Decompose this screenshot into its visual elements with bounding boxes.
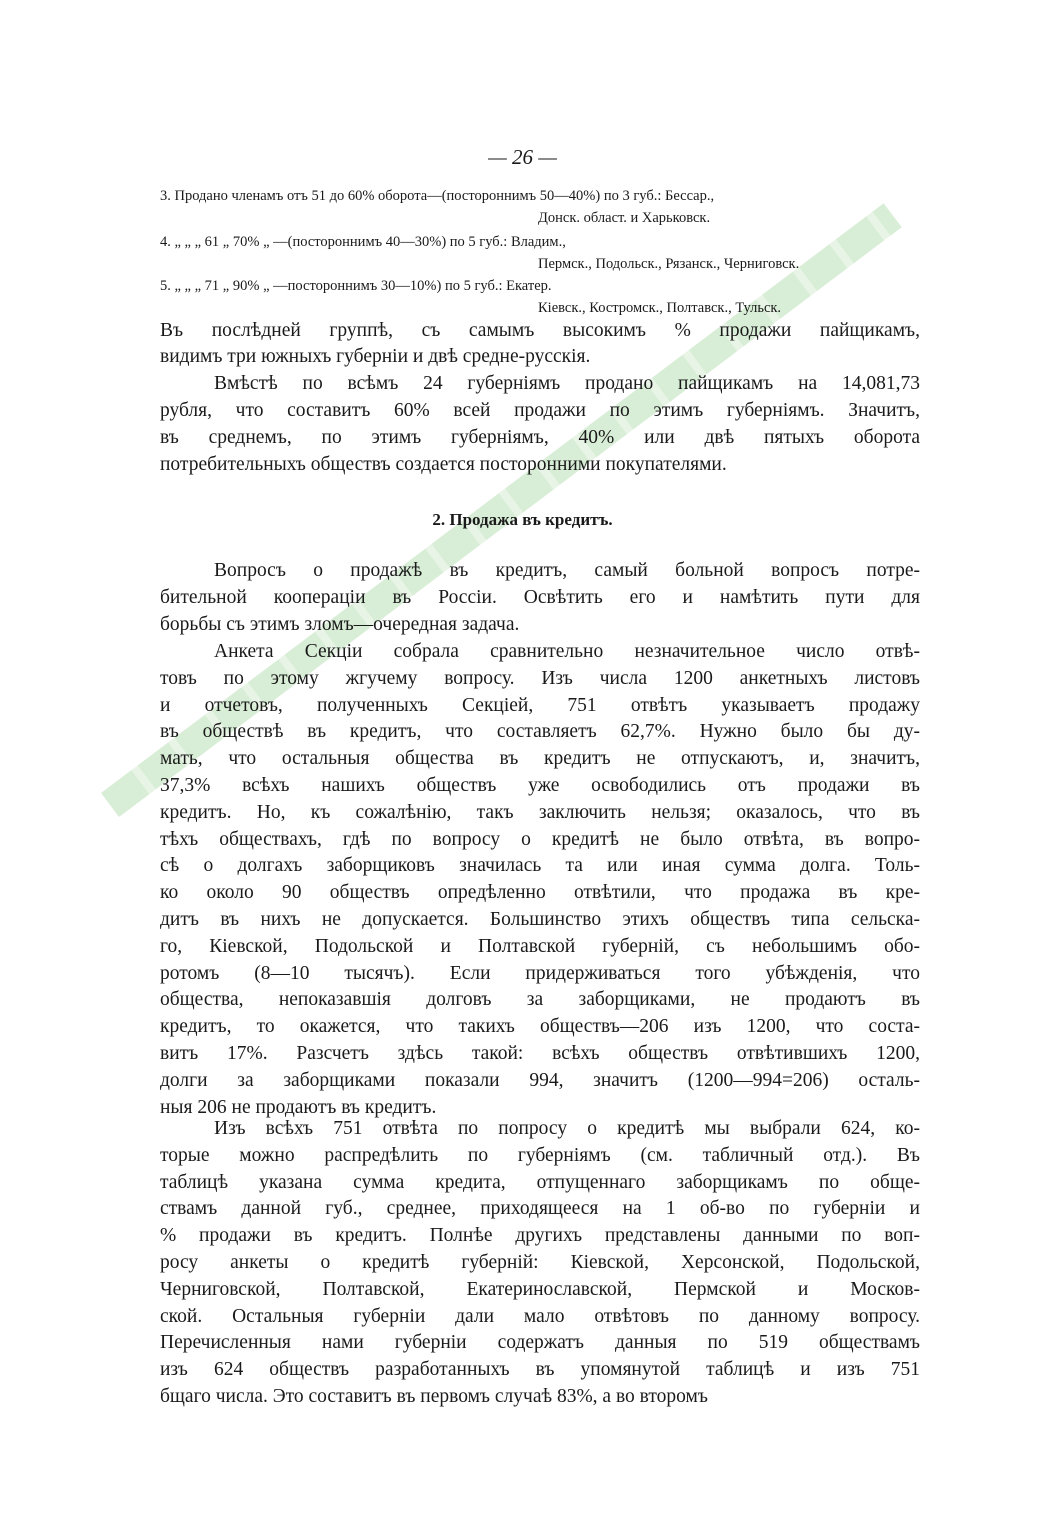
text-line: росу анкеты о кредитѣ губерній: Кіевской, Херсонской, Подольской,: [160, 1252, 920, 1273]
text-line: таблицѣ указана сумма кредита, отпущеннаго заборщикамъ по обще-: [160, 1171, 920, 1193]
text-line: и отчетовъ, полученныхъ Секціей, 751 отвѣтъ указываетъ продажу: [160, 694, 920, 716]
text-line: кредитъ. Но, къ сожалѣнію, такъ заключить нельзя; оказалось, что въ: [160, 801, 920, 823]
text-line: видимъ три южныхъ губерніи и двѣ средне-русскія.: [160, 346, 591, 367]
text-line: % продажи въ кредитъ. Полнѣе другихъ представлены данными по воп-: [160, 1225, 920, 1247]
text-line: ныя 206 не продаютъ въ кредитъ.: [160, 1096, 437, 1118]
table-row-text: 4. „ „ „ 61 „ 70% „ —(постороннимъ 40—30%) по 5 губ.: Владим.,: [160, 234, 566, 250]
table-row: [160, 188, 922, 234]
text-line: въ среднемъ, по этимъ губерніямъ, 40% или двѣ пятыхъ оборота: [160, 427, 920, 448]
text-line: Анкета Секціи собрала сравнительно незначительное число отвѣ-: [214, 641, 920, 662]
text-line: тѣхъ обществахъ, гдѣ по вопросу о кредитѣ не было отвѣта, въ вопро-: [160, 828, 920, 850]
table-row-text: 5. „ „ „ 71 „ 90% „ —постороннимъ 30—10%) по 5 губ.: Екатер.: [160, 278, 552, 294]
text-line: дитъ въ нихъ не допускается. Большинство этихъ обществъ типа сельска-: [160, 909, 920, 930]
text-line: въ обществѣ въ кредитъ, что составляетъ 62,7%. Нужно было бы ду-: [160, 721, 920, 743]
text-line: Въ послѣдней группѣ, съ самымъ высокимъ % продажи пайщикамъ,: [160, 320, 920, 341]
text-line: долги за заборщиками показали 994, значитъ (1200—994=206) осталь-: [160, 1069, 920, 1091]
text-line: Вмѣстѣ по всѣмъ 24 губерніямъ продано пайщикамъ на 14,081,73: [214, 373, 920, 394]
table-row: [160, 278, 922, 324]
text-line: Черниговской, Полтавской, Екатеринославской, Пермской и Москов-: [160, 1278, 920, 1300]
table-row-continuation: Пермск., Подольск., Рязанск., Черниговск.: [538, 256, 800, 272]
text-line: бительной коопераціи въ Россіи. Освѣтить его и намѣтить пути для: [160, 587, 920, 608]
text-line: рубля, что составитъ 60% всей продажи по этимъ губерніямъ. Значитъ,: [160, 400, 920, 421]
text-line: общества, непоказавшія долговъ за заборщиками, не продаютъ въ: [160, 989, 920, 1011]
table-row-continuation: Донск. област. и Харьковск.: [538, 210, 711, 226]
text-line: бщаго числа. Это составитъ въ первомъ случаѣ 83%, а во второмъ: [160, 1386, 708, 1407]
text-line: потребительныхъ обществъ создается посторонними покупателями.: [160, 454, 727, 475]
text-line: ротомъ (8—10 тысячъ). Если придерживаться того убѣжденія, что: [160, 962, 920, 984]
page-number: — 26 —: [488, 145, 557, 169]
text-line: го, Кіевской, Подольской и Полтавской губерній, съ небольшимъ обо-: [160, 935, 920, 957]
text-line: борьбы съ этимъ зломъ—очередная задача.: [160, 614, 520, 635]
text-line: 37,3% всѣхъ нашихъ обществъ уже освободились отъ продажи въ: [160, 775, 920, 796]
text-line: ской. Остальныя губерніи дали мало отвѣтовъ по данному вопросу.: [160, 1305, 920, 1327]
section-heading: 2. Продажа въ кредитъ.: [432, 510, 613, 529]
table-row-text: 3. Продано членамъ отъ 51 до 60% оборота—(постороннимъ 50—40%) по 3 губ.: Бессар.,: [160, 188, 715, 204]
text-line: Вопросъ о продажѣ въ кредитъ, самый больной вопросъ потре-: [214, 560, 920, 581]
table-row: [160, 234, 922, 280]
text-line: торые можно распредѣлить по губерніямъ (см. табличный отд.). Въ: [160, 1144, 920, 1166]
text-line: кредитъ, то окажется, что такихъ обществъ—206 изъ 1200, что соста-: [160, 1016, 920, 1038]
text-line: сѣ о долгахъ заборщиковъ значилась та или иная сумма долга. Толь-: [160, 855, 920, 877]
text-line: товъ по этому жгучему вопросу. Изъ числа 1200 анкетныхъ листовъ: [160, 667, 920, 689]
text-line: Перечисленныя нами губерніи содержатъ данныя по 519 обществамъ: [160, 1332, 920, 1354]
text-line: ко около 90 обществъ опредѣленно отвѣтили, что продажа въ кре-: [160, 882, 920, 904]
text-line: Изъ всѣхъ 751 отвѣта по попросу о кредитѣ мы выбрали 624, ко-: [214, 1118, 920, 1139]
text-line: мать, что остальныя общества въ кредитъ не отпускаютъ, и, значитъ,: [160, 748, 920, 770]
text-line: изъ 624 обществъ разработанныхъ въ упомянутой таблицѣ и изъ 751: [160, 1359, 920, 1381]
table-row-continuation: Кіевск., Костромск., Полтавск., Тульск.: [538, 300, 782, 316]
text-line: ствамъ данной губ., среднее, приходящееся на 1 об-во по губерніи и: [160, 1198, 920, 1220]
text-line: витъ 17%. Разсчетъ здѣсь такой: всѣхъ обществъ отвѣтившихъ 1200,: [160, 1043, 920, 1064]
